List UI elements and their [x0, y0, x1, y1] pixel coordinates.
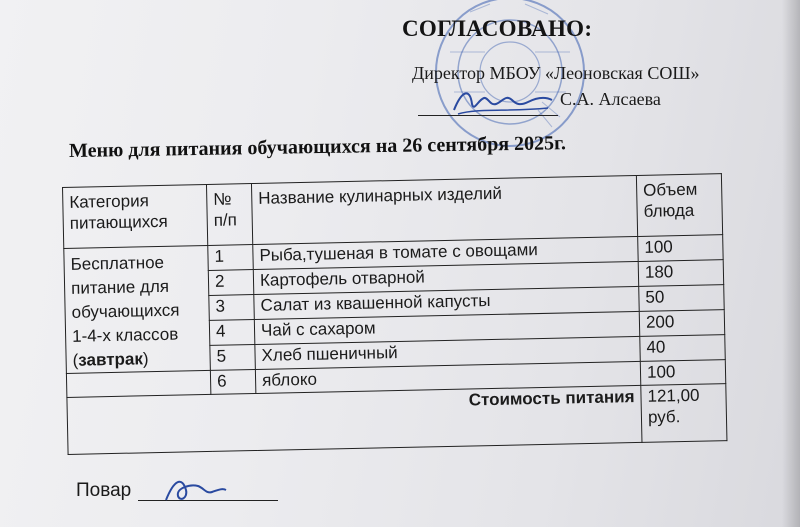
row-dish: Хлеб пшеничный [255, 336, 640, 369]
row-dish: Салат из квашенной капусты [254, 286, 639, 319]
header-category: Категория питающихся [63, 184, 208, 248]
row-volume: 200 [639, 310, 725, 337]
total-label: Стоимость питания [67, 385, 642, 454]
total-value: 121,00 руб. [641, 384, 727, 443]
cook-signature [160, 470, 230, 510]
row-volume: 40 [640, 335, 726, 362]
row-dish: Чай с сахаром [254, 311, 639, 344]
row-number: 1 [208, 245, 254, 271]
cook-label: Повар [76, 480, 132, 501]
row-dish: Картофель отварной [253, 261, 638, 294]
category-line: питание для [70, 276, 170, 298]
row-number: 3 [209, 295, 255, 321]
row-number: 5 [210, 344, 256, 370]
header-number: № п/п [206, 184, 252, 246]
category-line: обучающихся [71, 300, 180, 322]
row-number: 2 [208, 270, 254, 296]
row-number: 6 [210, 369, 255, 394]
row-volume: 100 [640, 360, 725, 386]
row-dish: Рыба,тушеная в томате с овощами [253, 236, 638, 269]
menu-table [62, 173, 727, 455]
menu-table-wrap [62, 173, 727, 455]
category-line: Бесплатное [70, 252, 165, 274]
row-number: 4 [209, 320, 255, 346]
approval-heading: СОГЛАСОВАНО: [402, 16, 593, 41]
row-dish: яблоко [255, 361, 640, 393]
empty-category-cell [66, 370, 210, 397]
meal-type: завтрак [78, 349, 144, 370]
header-dish: Название кулинарных изделий [251, 175, 637, 244]
row-volume: 100 [638, 235, 724, 262]
row-volume: 180 [638, 260, 724, 287]
director-signature [448, 82, 558, 122]
page-shadow [782, 0, 800, 527]
menu-title: Меню для питания обучающихся на 26 сентября 2025г. [68, 132, 567, 162]
category-meal: (завтрак) [72, 349, 149, 370]
row-volume: 50 [639, 285, 725, 312]
director-title: Директор МБОУ «Леоновская СОШ» [412, 63, 700, 83]
category-cell [64, 245, 211, 373]
header-volume: Объем блюда [636, 174, 722, 237]
director-name: С.А. Алсаева [560, 89, 661, 109]
category-line: 1-4-х классов [71, 324, 179, 346]
